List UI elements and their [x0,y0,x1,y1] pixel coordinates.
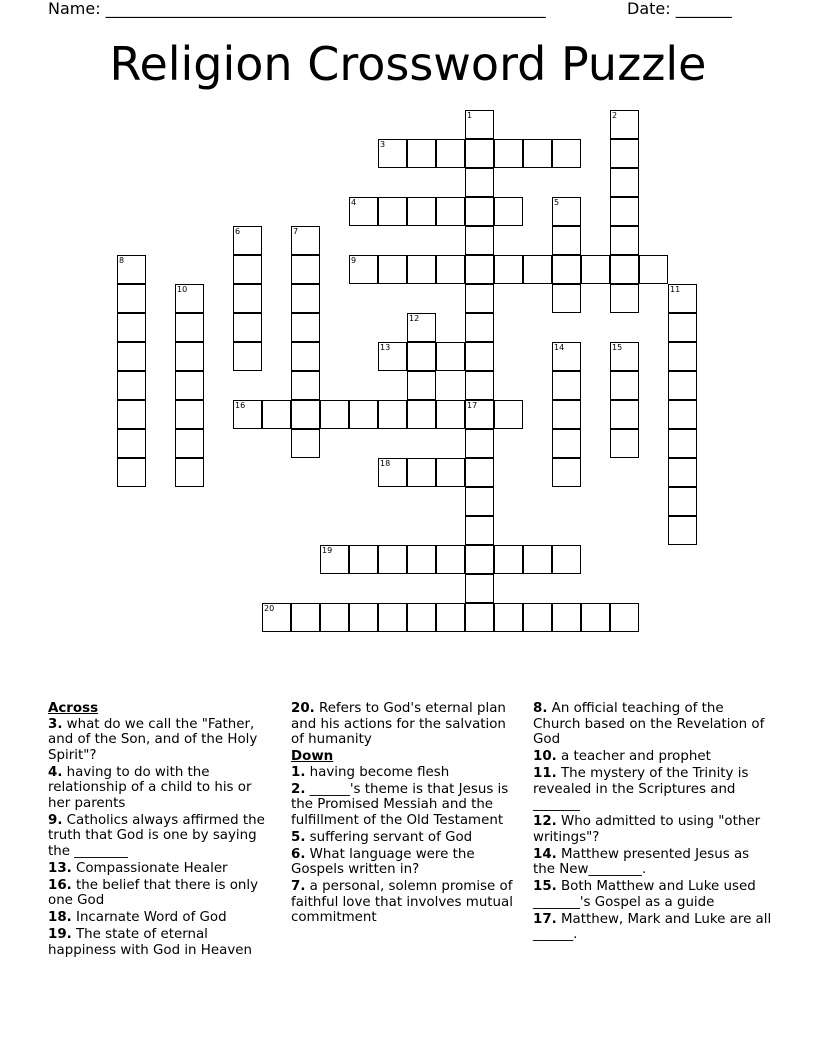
grid-cell[interactable] [494,255,523,284]
cell-number: 19 [322,546,333,555]
grid-cell[interactable] [552,429,581,458]
grid-cell[interactable] [465,545,494,574]
clue-number: 18. [48,910,72,925]
grid-cell[interactable] [552,458,581,487]
clue-text: Catholics always affirmed the truth that God is one by saying the ________ [48,812,265,859]
grid-cell[interactable] [117,255,146,284]
cell-number: 20 [264,604,275,613]
grid-cell[interactable] [581,255,610,284]
clue-text: suffering servant of God [305,829,473,845]
grid-cell[interactable] [291,429,320,458]
across-clue [291,701,519,748]
grid-cell[interactable] [639,255,668,284]
grid-cell[interactable] [494,603,523,632]
clue-column-1 [48,701,273,960]
grid-cell[interactable] [465,342,494,371]
date-line: _______ [675,0,732,18]
grid-cell[interactable] [378,197,407,226]
down-clue [533,766,773,813]
grid-cell[interactable] [610,168,639,197]
grid-cell[interactable] [378,342,407,371]
grid-cell[interactable] [291,342,320,371]
grid-cell[interactable] [523,255,552,284]
grid-cell[interactable] [436,255,465,284]
grid-cell[interactable] [552,255,581,284]
grid-cell[interactable] [465,458,494,487]
grid-cell[interactable] [552,400,581,429]
clue-number: 6. [291,846,306,862]
grid-cell[interactable] [668,342,697,371]
grid-cell[interactable] [291,603,320,632]
grid-cell[interactable] [320,603,349,632]
cell-number: 14 [554,343,565,352]
grid-cell[interactable] [610,400,639,429]
grid-cell[interactable] [117,342,146,371]
clue-number: 9. [48,812,63,828]
grid-cell[interactable] [610,371,639,400]
grid-cell[interactable] [349,603,378,632]
grid-cell[interactable] [465,110,494,139]
grid-cell[interactable] [349,255,378,284]
clue-text: What language were the Gospels written in? [291,846,475,877]
grid-cell[interactable] [436,545,465,574]
down-clue [291,782,519,829]
down-clue [533,847,773,878]
cell-number: 7 [293,227,299,236]
clue-text: a teacher and prophet [556,749,711,764]
grid-cell[interactable] [552,603,581,632]
clue-number: 4. [48,764,63,780]
clue-number: 1. [291,764,306,780]
grid-cell[interactable] [117,284,146,313]
clue-number: 15. [533,879,557,894]
grid-cell[interactable] [465,284,494,313]
clue-text: a personal, solemn promise of faithful love that involves mutual commitment [291,879,513,925]
clue-number: 2. [291,781,306,797]
clue-number: 12. [533,814,557,829]
clue-text: having become flesh [305,764,450,780]
down-clue [533,701,773,748]
grid-cell[interactable] [465,574,494,603]
name-line: _______________________________________________________ [105,0,546,18]
grid-cell[interactable] [378,603,407,632]
down-clue [291,879,519,926]
grid-cell[interactable] [610,603,639,632]
grid-cell[interactable] [117,458,146,487]
grid-cell[interactable] [175,313,204,342]
grid-cell[interactable] [465,603,494,632]
grid-cell[interactable] [436,197,465,226]
clue-number: 11. [533,766,557,781]
grid-cell[interactable] [465,516,494,545]
grid-cell[interactable] [494,400,523,429]
grid-cell[interactable] [668,400,697,429]
grid-cell[interactable] [610,342,639,371]
grid-cell[interactable] [291,371,320,400]
grid-cell[interactable] [407,400,436,429]
grid-cell[interactable] [668,371,697,400]
clue-text: Compassionate Healer [71,860,228,876]
grid-cell[interactable] [610,139,639,168]
grid-cell[interactable] [407,139,436,168]
down-clue [291,847,519,878]
grid-cell[interactable] [407,342,436,371]
clue-column-3 [533,701,773,944]
grid-cell[interactable] [233,226,262,255]
grid-cell[interactable] [233,342,262,371]
clue-number: 16. [48,877,72,893]
grid-cell[interactable] [407,371,436,400]
across-clue [48,861,273,877]
grid-cell[interactable] [349,197,378,226]
grid-cell[interactable] [117,313,146,342]
clue-text: An official teaching of the Church based on the Revelation of God [533,701,765,747]
clue-number: 3. [48,716,63,732]
grid-cell[interactable] [175,284,204,313]
clue-text: the belief that there is only one God [48,877,259,908]
grid-cell[interactable] [436,400,465,429]
grid-cell[interactable] [291,255,320,284]
grid-cell[interactable] [378,255,407,284]
across-heading: Across [48,701,99,716]
grid-cell[interactable] [117,400,146,429]
across-clue [48,813,273,860]
down-clue [533,879,773,910]
cell-number: 3 [380,140,386,149]
grid-cell[interactable] [262,400,291,429]
grid-cell[interactable] [407,545,436,574]
grid-cell[interactable] [436,342,465,371]
grid-cell[interactable] [465,197,494,226]
grid-cell[interactable] [175,342,204,371]
grid-cell[interactable] [233,313,262,342]
grid-cell[interactable] [349,545,378,574]
grid-cell[interactable] [494,139,523,168]
grid-cell[interactable] [465,255,494,284]
grid-cell[interactable] [523,545,552,574]
clue-text: Matthew presented Jesus as the New________. [533,846,750,877]
grid-cell[interactable] [552,284,581,313]
grid-cell[interactable] [610,197,639,226]
cell-number: 2 [612,111,618,120]
grid-cell[interactable] [407,255,436,284]
clue-number: 14. [533,846,557,862]
grid-cell[interactable] [175,400,204,429]
clue-number: 7. [291,879,306,894]
cell-number: 1 [467,111,473,120]
clue-text: ______'s theme is that Jesus is the Promised Messiah and the fulfillment of the Old Testament [291,781,509,828]
grid-cell[interactable] [378,400,407,429]
down-clue [533,912,773,943]
grid-cell[interactable] [465,371,494,400]
clue-number: 5. [291,829,306,845]
clue-text: Both Matthew and Luke used _______'s Gospel as a guide [533,879,756,910]
grid-cell[interactable] [407,197,436,226]
grid-cell[interactable] [581,603,610,632]
cell-number: 17 [467,401,478,410]
grid-cell[interactable] [552,545,581,574]
clue-text: Matthew, Mark and Luke are all ______. [533,911,772,942]
grid-cell[interactable] [668,429,697,458]
grid-cell[interactable] [349,400,378,429]
grid-cell[interactable] [610,110,639,139]
down-clue [291,765,519,781]
clue-column-2 [291,701,519,927]
clue-text: what do we call the "Father, and of the Son, and of the Holy Spirit"? [48,716,258,763]
cell-number: 4 [351,198,357,207]
cell-number: 5 [554,198,560,207]
clue-number: 8. [533,701,548,716]
grid-cell[interactable] [291,226,320,255]
grid-cell[interactable] [668,458,697,487]
grid-cell[interactable] [175,371,204,400]
across-clue [48,765,273,812]
clue-text: having to do with the relationship of a child to his or her parents [48,764,252,811]
grid-cell[interactable] [465,487,494,516]
grid-cell[interactable] [436,458,465,487]
cell-number: 8 [119,256,125,265]
grid-cell[interactable] [378,458,407,487]
down-heading: Down [291,749,334,764]
cell-number: 12 [409,314,420,323]
grid-cell[interactable] [233,255,262,284]
clue-text: The state of eternal happiness with God in Heaven [48,927,252,958]
clue-text: Incarnate Word of God [71,910,227,925]
cell-number: 16 [235,401,246,410]
grid-cell[interactable] [523,603,552,632]
grid-cell[interactable] [465,226,494,255]
cell-number: 13 [380,343,391,352]
grid-cell[interactable] [407,313,436,342]
clue-number: 10. [533,749,557,764]
grid-cell[interactable] [668,516,697,545]
grid-cell[interactable] [320,545,349,574]
grid-cell[interactable] [494,545,523,574]
grid-cell[interactable] [407,458,436,487]
across-clue [48,910,273,926]
grid-cell[interactable] [436,139,465,168]
grid-cell[interactable] [378,545,407,574]
cell-number: 11 [670,285,681,294]
date-label: Date: [627,0,671,18]
grid-cell[interactable] [291,313,320,342]
cell-number: 10 [177,285,188,294]
across-clue [48,717,273,764]
grid-cell[interactable] [378,139,407,168]
grid-cell[interactable] [668,487,697,516]
cell-number: 18 [380,459,391,468]
grid-cell[interactable] [465,400,494,429]
grid-cell[interactable] [668,313,697,342]
grid-cell[interactable] [552,371,581,400]
grid-cell[interactable] [610,284,639,313]
grid-cell[interactable] [436,603,465,632]
clue-number: 19. [48,927,72,942]
clue-number: 20. [291,701,315,716]
grid-cell[interactable] [465,139,494,168]
grid-cell[interactable] [117,429,146,458]
grid-cell[interactable] [320,400,349,429]
grid-cell[interactable] [291,400,320,429]
grid-cell[interactable] [465,429,494,458]
down-clue [291,830,519,846]
down-clue [533,749,773,765]
grid-cell[interactable] [552,197,581,226]
grid-cell[interactable] [523,139,552,168]
grid-cell[interactable] [465,168,494,197]
across-clue [48,878,273,909]
cell-number: 6 [235,227,241,236]
down-clue [533,814,773,845]
clue-text: Refers to God's eternal plan and his actions for the salvation of humanity [291,701,506,747]
grid-cell[interactable] [494,197,523,226]
grid-cell[interactable] [552,226,581,255]
grid-cell[interactable] [291,284,320,313]
clue-number: 13. [48,860,72,876]
grid-cell[interactable] [175,458,204,487]
clue-text: The mystery of the Trinity is revealed in the Scriptures and _______ [533,766,749,812]
grid-cell[interactable] [262,603,291,632]
grid-cell[interactable] [233,400,262,429]
across-clue [48,927,273,958]
grid-cell[interactable] [610,429,639,458]
cell-number: 15 [612,343,623,352]
grid-cell[interactable] [175,429,204,458]
grid-cell[interactable] [552,139,581,168]
name-label: Name: [48,0,101,18]
grid-cell[interactable] [117,371,146,400]
cell-number: 9 [351,256,357,265]
grid-cell[interactable] [552,342,581,371]
grid-cell[interactable] [233,284,262,313]
clue-text: Who admitted to using "other writings"? [533,814,761,845]
page-title: Religion Crossword Puzzle [109,37,707,91]
grid-cell[interactable] [407,603,436,632]
clue-number: 17. [533,911,557,927]
grid-cell[interactable] [610,226,639,255]
grid-cell[interactable] [668,284,697,313]
grid-cell[interactable] [465,313,494,342]
grid-cell[interactable] [610,255,639,284]
